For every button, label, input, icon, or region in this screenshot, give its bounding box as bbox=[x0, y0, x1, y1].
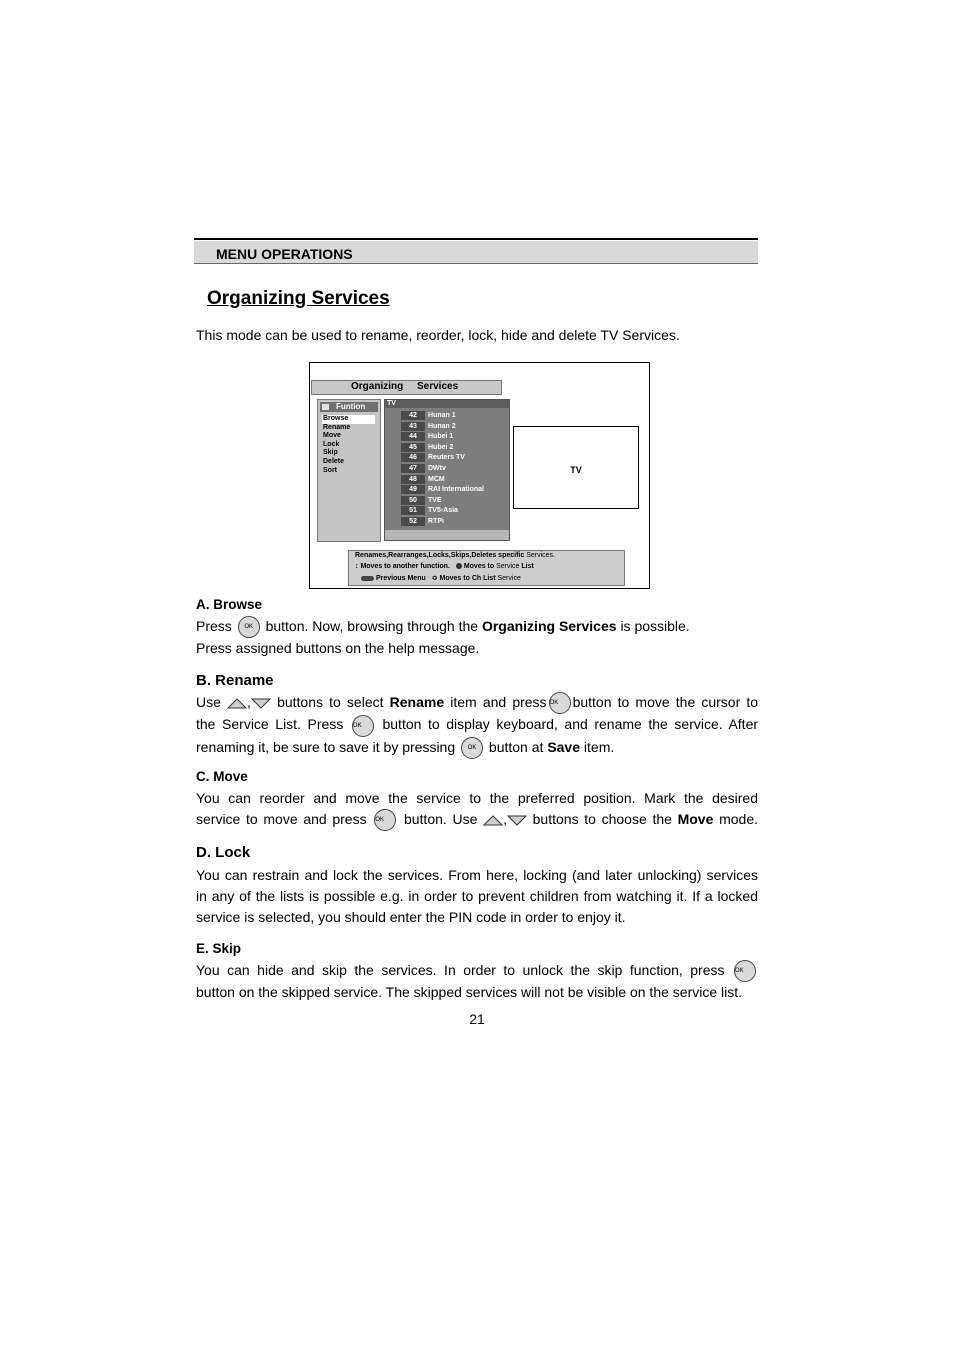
function-item[interactable]: Sort bbox=[323, 466, 337, 474]
lock-text: You can restrain and lock the services. From here, locking (and later unlocking) services in any of the lists is possible e.g. in order to prevent children from watching it. If a locked service is selected, you should enter the PIN code in order to enjoy it. bbox=[196, 867, 758, 925]
ok-button-icon: OK bbox=[461, 737, 483, 759]
menu-button-icon bbox=[361, 576, 374, 581]
channel-down-button-icon bbox=[251, 698, 271, 709]
function-item[interactable]: Delete bbox=[323, 457, 345, 465]
service-name: Hubei 1 bbox=[428, 433, 454, 441]
service-number: 48 bbox=[401, 475, 425, 484]
skip-text: You can hide and skip the services. In order to unlock the skip function, press OK button on the skipped service. The skipped services will not be visible on the service list. bbox=[196, 960, 758, 1003]
browse-text: Press OK button. Now, browsing through the Organizing Services is possible. Press assigned buttons on the help message. bbox=[196, 618, 690, 657]
rename-heading: B. Rename bbox=[196, 672, 274, 689]
help-line-3: Previous Menu ≎ Moves to Ch List Service bbox=[361, 574, 521, 582]
service-number: 42 bbox=[401, 411, 425, 420]
function-item[interactable]: Rename bbox=[323, 423, 351, 431]
intro-text: This mode can be used to rename, reorder, lock, hide and delete TV Services. bbox=[196, 327, 680, 343]
ok-button-icon: OK bbox=[352, 715, 374, 737]
page-number: 21 bbox=[469, 1011, 485, 1027]
service-name: TV5-Asia bbox=[428, 507, 458, 515]
lock-heading: D. Lock bbox=[196, 844, 251, 861]
channel-up-button-icon bbox=[227, 698, 247, 709]
service-number: 47 bbox=[401, 464, 425, 473]
preview-window bbox=[513, 426, 639, 509]
screen-title-a: Organizing bbox=[351, 381, 404, 392]
service-number: 50 bbox=[401, 496, 425, 505]
service-name: Reuters TV bbox=[428, 454, 465, 462]
help-line-2: ↕ Moves to another function. Moves to Service List bbox=[355, 563, 534, 570]
function-item[interactable]: Lock bbox=[323, 440, 340, 448]
help-line-1: Renames,Rearranges,Locks,Skips,Deletes specific Services. bbox=[355, 552, 556, 559]
header-rule bbox=[194, 238, 758, 240]
service-number: 46 bbox=[401, 453, 425, 462]
service-number: 51 bbox=[401, 506, 425, 515]
screen-title-b: Services bbox=[417, 381, 459, 392]
section-header-bar bbox=[194, 241, 758, 264]
service-name: Hubei 2 bbox=[428, 443, 454, 451]
service-list-footer bbox=[385, 530, 509, 540]
service-list-panel bbox=[384, 399, 510, 541]
service-number: 49 bbox=[401, 485, 425, 494]
channel-up-button-icon bbox=[483, 815, 503, 826]
function-item[interactable]: Browse bbox=[322, 415, 375, 424]
ok-button-icon: OK bbox=[238, 616, 260, 638]
screen-illustration bbox=[309, 362, 650, 589]
ok-button-icon: OK bbox=[374, 809, 396, 831]
function-header-icon bbox=[322, 404, 329, 410]
channel-down-button-icon bbox=[507, 815, 527, 826]
service-name: TVE bbox=[428, 496, 442, 504]
service-number: 44 bbox=[401, 432, 425, 441]
function-header: Funtion bbox=[320, 402, 378, 412]
help-message-box bbox=[348, 550, 625, 586]
rename-text: Use , buttons to select Rename item and press OK button to move the cursor to the Service List. Press OK button to display keyboard, and rename the service. After renaming it, be sure to save it by pressing OK button at Save item. bbox=[196, 692, 758, 759]
browse-heading: A. Browse bbox=[196, 597, 263, 612]
up-down-arrow-icon: ↕ bbox=[355, 563, 359, 570]
function-list bbox=[322, 415, 375, 475]
function-item[interactable]: Move bbox=[323, 432, 341, 440]
function-item[interactable]: Skip bbox=[323, 449, 338, 457]
function-panel bbox=[317, 399, 381, 542]
service-list-header: TV bbox=[385, 400, 509, 408]
preview-label: TV bbox=[570, 465, 582, 475]
service-name: Hunan 2 bbox=[428, 422, 456, 430]
ok-button-icon: OK bbox=[734, 960, 756, 982]
service-name: Hunan 1 bbox=[428, 412, 456, 419]
service-name: DWtv bbox=[428, 464, 446, 472]
ok-button-icon: OK bbox=[549, 692, 571, 714]
move-text: You can reorder and move the service to the preferred position. Mark the desired service to move and press OK button. Use , buttons to choose the Move mode. bbox=[196, 788, 758, 831]
section-header-title: MENU OPERATIONS bbox=[216, 246, 353, 262]
page-title: Organizing Services bbox=[207, 288, 390, 309]
service-number: 45 bbox=[401, 443, 425, 452]
screen-title-bar bbox=[311, 380, 502, 395]
service-number: 43 bbox=[401, 422, 425, 431]
skip-heading: E. Skip bbox=[196, 941, 242, 956]
service-number: 52 bbox=[401, 517, 425, 526]
service-name: MCM bbox=[428, 475, 445, 483]
move-heading: C. Move bbox=[196, 769, 248, 784]
page-up-down-icon: ≎ bbox=[431, 575, 438, 582]
service-name: RTPi bbox=[428, 517, 444, 525]
service-name: RAI International bbox=[428, 486, 485, 494]
ok-dot-icon bbox=[456, 563, 462, 569]
